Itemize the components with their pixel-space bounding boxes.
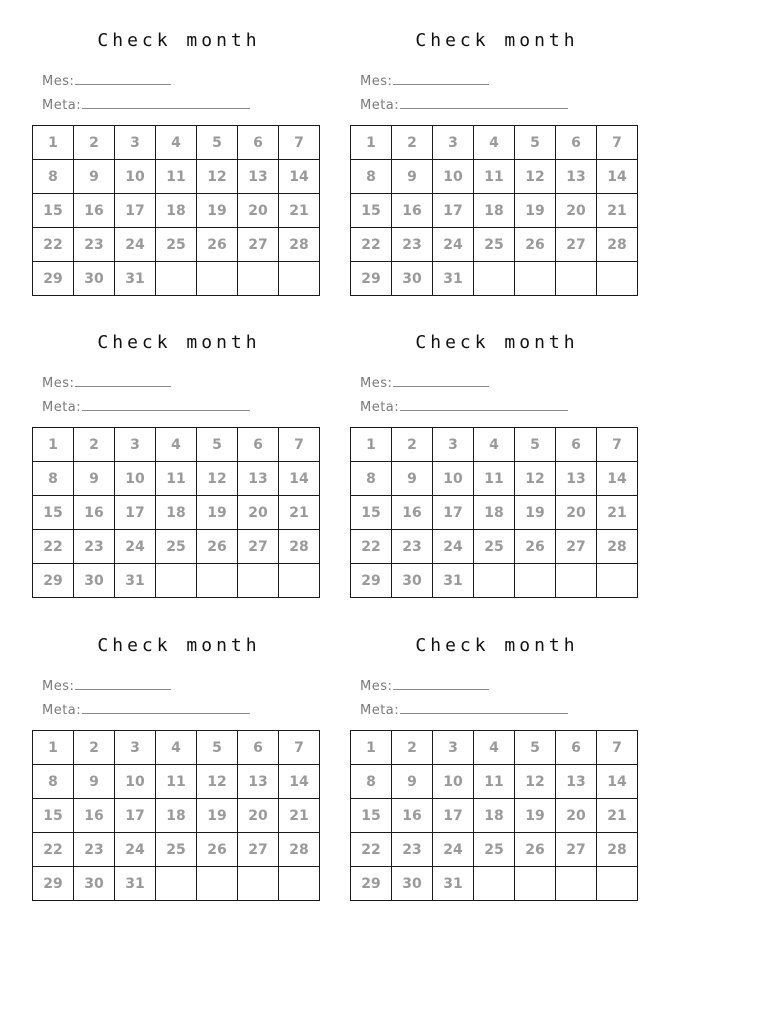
month-field-line[interactable] — [75, 677, 171, 690]
day-cell[interactable]: 2 — [392, 731, 433, 765]
month-field[interactable] — [42, 374, 171, 391]
day-cell[interactable]: 12 — [197, 462, 238, 496]
day-cell[interactable]: 8 — [33, 765, 74, 799]
day-cell[interactable]: 10 — [115, 160, 156, 194]
day-cell[interactable]: 11 — [156, 462, 197, 496]
goal-field-line[interactable] — [400, 398, 568, 411]
day-cell[interactable]: 23 — [74, 530, 115, 564]
day-cell[interactable]: 7 — [597, 731, 638, 765]
month-field[interactable] — [360, 72, 489, 89]
tracker-title: Check month — [415, 635, 579, 656]
empty-cell[interactable] — [556, 564, 597, 598]
day-cell[interactable]: 15 — [351, 799, 392, 833]
goal-field-line[interactable] — [400, 96, 568, 109]
goal-field[interactable] — [360, 701, 568, 718]
goal-field-line[interactable] — [400, 701, 568, 714]
day-cell[interactable]: 13 — [238, 160, 279, 194]
goal-field-line[interactable] — [82, 398, 250, 411]
day-cell[interactable]: 5 — [515, 428, 556, 462]
day-cell[interactable]: 27 — [556, 530, 597, 564]
day-cell[interactable]: 27 — [238, 530, 279, 564]
empty-cell[interactable] — [474, 867, 515, 901]
day-cell[interactable]: 31 — [115, 262, 156, 296]
day-cell[interactable]: 4 — [474, 428, 515, 462]
day-cell[interactable]: 21 — [597, 496, 638, 530]
day-cell[interactable]: 12 — [197, 160, 238, 194]
day-cell[interactable]: 11 — [156, 160, 197, 194]
day-cell[interactable]: 2 — [392, 428, 433, 462]
day-cell[interactable]: 5 — [197, 428, 238, 462]
day-cell[interactable]: 1 — [33, 428, 74, 462]
day-cell[interactable]: 30 — [74, 262, 115, 296]
day-cell[interactable]: 19 — [197, 194, 238, 228]
day-cell[interactable]: 29 — [351, 262, 392, 296]
week-row — [33, 564, 320, 598]
tracker-title: Check month — [97, 635, 261, 656]
week-row — [351, 564, 638, 598]
month-field-label: Mes: — [42, 74, 75, 89]
month-field-label: Mes: — [360, 376, 393, 391]
day-cell[interactable]: 30 — [74, 867, 115, 901]
day-cell[interactable]: 26 — [515, 530, 556, 564]
empty-cell[interactable] — [279, 867, 320, 901]
day-cell[interactable]: 28 — [597, 530, 638, 564]
goal-field[interactable] — [360, 398, 568, 415]
day-cell[interactable]: 26 — [197, 530, 238, 564]
day-cell[interactable]: 16 — [392, 496, 433, 530]
week-row — [351, 799, 638, 833]
day-cell[interactable]: 25 — [156, 228, 197, 262]
empty-cell[interactable] — [597, 262, 638, 296]
day-cell[interactable]: 16 — [392, 799, 433, 833]
day-grid — [32, 730, 320, 901]
day-cell[interactable]: 30 — [392, 262, 433, 296]
empty-cell[interactable] — [474, 262, 515, 296]
day-cell[interactable]: 11 — [474, 462, 515, 496]
month-field-label: Mes: — [360, 74, 393, 89]
day-cell[interactable]: 20 — [238, 799, 279, 833]
week-row — [33, 262, 320, 296]
day-cell[interactable]: 21 — [279, 496, 320, 530]
day-cell[interactable]: 10 — [433, 160, 474, 194]
week-row — [351, 160, 638, 194]
day-cell[interactable]: 28 — [279, 228, 320, 262]
day-cell[interactable]: 8 — [33, 160, 74, 194]
day-cell[interactable]: 26 — [515, 228, 556, 262]
day-cell[interactable]: 19 — [515, 496, 556, 530]
day-cell[interactable]: 11 — [156, 765, 197, 799]
day-cell[interactable]: 9 — [74, 462, 115, 496]
week-row — [33, 228, 320, 262]
day-cell[interactable]: 3 — [115, 126, 156, 160]
day-cell[interactable]: 14 — [597, 160, 638, 194]
day-cell[interactable]: 8 — [351, 765, 392, 799]
day-cell[interactable]: 24 — [433, 228, 474, 262]
month-tracker — [350, 605, 644, 907]
day-cell[interactable]: 5 — [197, 731, 238, 765]
day-cell[interactable]: 14 — [597, 765, 638, 799]
week-row — [33, 496, 320, 530]
goal-field-label: Meta: — [42, 703, 82, 718]
week-row — [33, 867, 320, 901]
day-cell[interactable]: 27 — [556, 228, 597, 262]
day-cell[interactable]: 31 — [433, 867, 474, 901]
week-row — [33, 765, 320, 799]
tracker-title: Check month — [97, 30, 261, 51]
day-cell[interactable]: 20 — [556, 496, 597, 530]
empty-cell[interactable] — [238, 867, 279, 901]
day-cell[interactable]: 13 — [556, 462, 597, 496]
day-grid — [350, 427, 638, 598]
day-cell[interactable]: 20 — [238, 194, 279, 228]
month-field-label: Mes: — [360, 679, 393, 694]
day-cell[interactable]: 9 — [74, 160, 115, 194]
day-cell[interactable]: 10 — [433, 765, 474, 799]
empty-cell[interactable] — [156, 564, 197, 598]
day-cell[interactable]: 22 — [33, 833, 74, 867]
day-cell[interactable]: 3 — [433, 731, 474, 765]
day-cell[interactable]: 6 — [556, 428, 597, 462]
day-cell[interactable]: 1 — [351, 731, 392, 765]
week-row — [33, 194, 320, 228]
day-cell[interactable]: 12 — [515, 462, 556, 496]
day-grid — [350, 125, 638, 296]
day-cell[interactable]: 30 — [392, 867, 433, 901]
day-cell[interactable]: 10 — [433, 462, 474, 496]
day-cell[interactable]: 31 — [115, 867, 156, 901]
day-cell[interactable]: 18 — [474, 194, 515, 228]
day-cell[interactable]: 18 — [474, 799, 515, 833]
day-cell[interactable]: 23 — [74, 228, 115, 262]
day-cell[interactable]: 8 — [33, 462, 74, 496]
day-cell[interactable]: 29 — [33, 262, 74, 296]
week-row — [33, 833, 320, 867]
day-cell[interactable]: 28 — [597, 833, 638, 867]
week-row — [351, 194, 638, 228]
empty-cell[interactable] — [515, 867, 556, 901]
day-cell[interactable]: 17 — [115, 496, 156, 530]
day-cell[interactable]: 21 — [597, 799, 638, 833]
day-cell[interactable]: 3 — [433, 428, 474, 462]
goal-field-label: Meta: — [360, 400, 400, 415]
day-cell[interactable]: 25 — [474, 530, 515, 564]
goal-field[interactable] — [360, 96, 568, 113]
goal-field[interactable] — [42, 398, 250, 415]
week-row — [351, 496, 638, 530]
day-cell[interactable]: 11 — [474, 765, 515, 799]
day-cell[interactable]: 9 — [392, 765, 433, 799]
day-cell[interactable]: 27 — [238, 833, 279, 867]
day-cell[interactable]: 1 — [351, 126, 392, 160]
day-cell[interactable]: 14 — [279, 765, 320, 799]
day-cell[interactable]: 9 — [392, 462, 433, 496]
day-cell[interactable]: 16 — [74, 194, 115, 228]
empty-cell[interactable] — [156, 262, 197, 296]
day-cell[interactable]: 14 — [279, 160, 320, 194]
day-cell[interactable]: 26 — [197, 833, 238, 867]
day-cell[interactable]: 29 — [33, 564, 74, 598]
day-cell[interactable]: 16 — [392, 194, 433, 228]
goal-field[interactable] — [42, 96, 250, 113]
goal-field-label: Meta: — [42, 98, 82, 113]
day-cell[interactable]: 15 — [33, 496, 74, 530]
empty-cell[interactable] — [197, 564, 238, 598]
day-cell[interactable]: 31 — [433, 564, 474, 598]
day-cell[interactable]: 23 — [392, 833, 433, 867]
month-field[interactable] — [360, 677, 489, 694]
day-cell[interactable]: 20 — [556, 194, 597, 228]
month-field-label: Mes: — [42, 376, 75, 391]
day-cell[interactable]: 5 — [197, 126, 238, 160]
day-cell[interactable]: 30 — [392, 564, 433, 598]
day-cell[interactable]: 29 — [33, 867, 74, 901]
day-cell[interactable]: 3 — [433, 126, 474, 160]
day-cell[interactable]: 20 — [238, 496, 279, 530]
empty-cell[interactable] — [515, 262, 556, 296]
day-cell[interactable]: 24 — [433, 530, 474, 564]
day-cell[interactable]: 25 — [156, 833, 197, 867]
day-cell[interactable]: 18 — [156, 194, 197, 228]
day-cell[interactable]: 7 — [597, 428, 638, 462]
day-cell[interactable]: 21 — [279, 194, 320, 228]
day-cell[interactable]: 4 — [474, 126, 515, 160]
day-cell[interactable]: 6 — [556, 731, 597, 765]
day-cell[interactable]: 22 — [33, 228, 74, 262]
empty-cell[interactable] — [474, 564, 515, 598]
empty-cell[interactable] — [238, 564, 279, 598]
day-cell[interactable]: 25 — [474, 228, 515, 262]
day-grid — [32, 125, 320, 296]
day-cell[interactable]: 2 — [74, 126, 115, 160]
day-cell[interactable]: 6 — [238, 731, 279, 765]
day-cell[interactable]: 1 — [33, 126, 74, 160]
empty-cell[interactable] — [197, 262, 238, 296]
day-cell[interactable]: 14 — [279, 462, 320, 496]
day-cell[interactable]: 18 — [156, 496, 197, 530]
day-cell[interactable]: 31 — [115, 564, 156, 598]
day-cell[interactable]: 12 — [515, 765, 556, 799]
day-cell[interactable]: 6 — [556, 126, 597, 160]
week-row — [351, 731, 638, 765]
day-cell[interactable]: 2 — [74, 731, 115, 765]
day-cell[interactable]: 8 — [351, 462, 392, 496]
day-cell[interactable]: 21 — [279, 799, 320, 833]
day-cell[interactable]: 25 — [156, 530, 197, 564]
week-row — [351, 126, 638, 160]
day-cell[interactable]: 24 — [115, 228, 156, 262]
day-cell[interactable]: 28 — [597, 228, 638, 262]
day-cell[interactable]: 5 — [515, 126, 556, 160]
day-cell[interactable]: 31 — [433, 262, 474, 296]
day-cell[interactable]: 2 — [74, 428, 115, 462]
goal-field-label: Meta: — [42, 400, 82, 415]
day-cell[interactable]: 4 — [156, 126, 197, 160]
day-cell[interactable]: 22 — [351, 228, 392, 262]
day-cell[interactable]: 22 — [33, 530, 74, 564]
day-cell[interactable]: 4 — [156, 428, 197, 462]
day-cell[interactable]: 17 — [433, 194, 474, 228]
day-cell[interactable]: 13 — [556, 765, 597, 799]
week-row — [351, 228, 638, 262]
tracker-title: Check month — [415, 30, 579, 51]
month-field-line[interactable] — [75, 374, 171, 387]
day-grid — [350, 730, 638, 901]
empty-cell[interactable] — [197, 867, 238, 901]
day-cell[interactable]: 1 — [351, 428, 392, 462]
day-cell[interactable]: 27 — [238, 228, 279, 262]
day-cell[interactable]: 23 — [392, 530, 433, 564]
day-cell[interactable]: 7 — [279, 126, 320, 160]
empty-cell[interactable] — [597, 564, 638, 598]
day-cell[interactable]: 27 — [556, 833, 597, 867]
week-row — [33, 530, 320, 564]
week-row — [351, 530, 638, 564]
month-field-label: Mes: — [42, 679, 75, 694]
day-cell[interactable]: 13 — [238, 462, 279, 496]
month-field[interactable] — [42, 677, 171, 694]
day-cell[interactable]: 7 — [279, 731, 320, 765]
week-row — [351, 462, 638, 496]
tracker-title: Check month — [97, 332, 261, 353]
month-tracker — [32, 0, 326, 302]
day-cell[interactable]: 26 — [515, 833, 556, 867]
week-row — [33, 428, 320, 462]
day-cell[interactable]: 30 — [74, 564, 115, 598]
week-row — [33, 160, 320, 194]
day-cell[interactable]: 23 — [74, 833, 115, 867]
day-cell[interactable]: 4 — [156, 731, 197, 765]
day-cell[interactable]: 20 — [556, 799, 597, 833]
month-field[interactable] — [42, 72, 171, 89]
day-cell[interactable]: 15 — [33, 799, 74, 833]
day-cell[interactable]: 15 — [33, 194, 74, 228]
day-cell[interactable]: 21 — [597, 194, 638, 228]
week-row — [351, 867, 638, 901]
month-tracker — [32, 605, 326, 907]
day-cell[interactable]: 28 — [279, 530, 320, 564]
day-cell[interactable]: 6 — [238, 126, 279, 160]
empty-cell[interactable] — [515, 564, 556, 598]
day-cell[interactable]: 19 — [515, 194, 556, 228]
day-cell[interactable]: 22 — [351, 833, 392, 867]
day-cell[interactable]: 17 — [433, 496, 474, 530]
day-cell[interactable]: 28 — [279, 833, 320, 867]
day-cell[interactable]: 7 — [597, 126, 638, 160]
goal-field-line[interactable] — [82, 96, 250, 109]
day-cell[interactable]: 6 — [238, 428, 279, 462]
day-cell[interactable]: 15 — [351, 194, 392, 228]
month-field-line[interactable] — [393, 72, 489, 85]
day-cell[interactable]: 23 — [392, 228, 433, 262]
week-row — [351, 428, 638, 462]
day-cell[interactable]: 3 — [115, 428, 156, 462]
day-cell[interactable]: 9 — [392, 160, 433, 194]
month-tracker — [350, 0, 644, 302]
day-cell[interactable]: 29 — [351, 564, 392, 598]
month-field-line[interactable] — [75, 72, 171, 85]
tracker-title: Check month — [415, 332, 579, 353]
day-cell[interactable]: 26 — [197, 228, 238, 262]
month-field[interactable] — [360, 374, 489, 391]
day-cell[interactable]: 19 — [515, 799, 556, 833]
day-cell[interactable]: 13 — [238, 765, 279, 799]
day-cell[interactable]: 18 — [156, 799, 197, 833]
day-cell[interactable]: 18 — [474, 496, 515, 530]
empty-cell[interactable] — [556, 867, 597, 901]
month-tracker — [350, 302, 644, 604]
day-cell[interactable]: 29 — [351, 867, 392, 901]
day-cell[interactable]: 10 — [115, 462, 156, 496]
month-field-line[interactable] — [393, 374, 489, 387]
month-field-line[interactable] — [393, 677, 489, 690]
empty-cell[interactable] — [279, 262, 320, 296]
day-cell[interactable]: 12 — [197, 765, 238, 799]
goal-field-label: Meta: — [360, 703, 400, 718]
empty-cell[interactable] — [279, 564, 320, 598]
day-cell[interactable]: 9 — [74, 765, 115, 799]
week-row — [351, 833, 638, 867]
day-cell[interactable]: 15 — [351, 496, 392, 530]
day-cell[interactable]: 16 — [74, 799, 115, 833]
day-cell[interactable]: 17 — [115, 799, 156, 833]
week-row — [33, 126, 320, 160]
day-cell[interactable]: 5 — [515, 731, 556, 765]
month-tracker — [32, 302, 326, 604]
day-cell[interactable]: 17 — [115, 194, 156, 228]
day-cell[interactable]: 24 — [433, 833, 474, 867]
week-row — [351, 765, 638, 799]
empty-cell[interactable] — [597, 867, 638, 901]
day-cell[interactable]: 2 — [392, 126, 433, 160]
day-cell[interactable]: 16 — [74, 496, 115, 530]
day-cell[interactable]: 7 — [279, 428, 320, 462]
day-cell[interactable]: 22 — [351, 530, 392, 564]
day-cell[interactable]: 11 — [474, 160, 515, 194]
day-cell[interactable]: 12 — [515, 160, 556, 194]
goal-field[interactable] — [42, 701, 250, 718]
day-grid — [32, 427, 320, 598]
empty-cell[interactable] — [238, 262, 279, 296]
day-cell[interactable]: 3 — [115, 731, 156, 765]
week-row — [33, 799, 320, 833]
day-cell[interactable]: 14 — [597, 462, 638, 496]
week-row — [33, 731, 320, 765]
empty-cell[interactable] — [156, 867, 197, 901]
day-cell[interactable]: 19 — [197, 799, 238, 833]
day-cell[interactable]: 13 — [556, 160, 597, 194]
day-cell[interactable]: 17 — [433, 799, 474, 833]
goal-field-line[interactable] — [82, 701, 250, 714]
day-cell[interactable]: 10 — [115, 765, 156, 799]
day-cell[interactable]: 24 — [115, 833, 156, 867]
day-cell[interactable]: 1 — [33, 731, 74, 765]
day-cell[interactable]: 19 — [197, 496, 238, 530]
week-row — [351, 262, 638, 296]
day-cell[interactable]: 25 — [474, 833, 515, 867]
day-cell[interactable]: 4 — [474, 731, 515, 765]
day-cell[interactable]: 8 — [351, 160, 392, 194]
week-row — [33, 462, 320, 496]
goal-field-label: Meta: — [360, 98, 400, 113]
empty-cell[interactable] — [556, 262, 597, 296]
day-cell[interactable]: 24 — [115, 530, 156, 564]
